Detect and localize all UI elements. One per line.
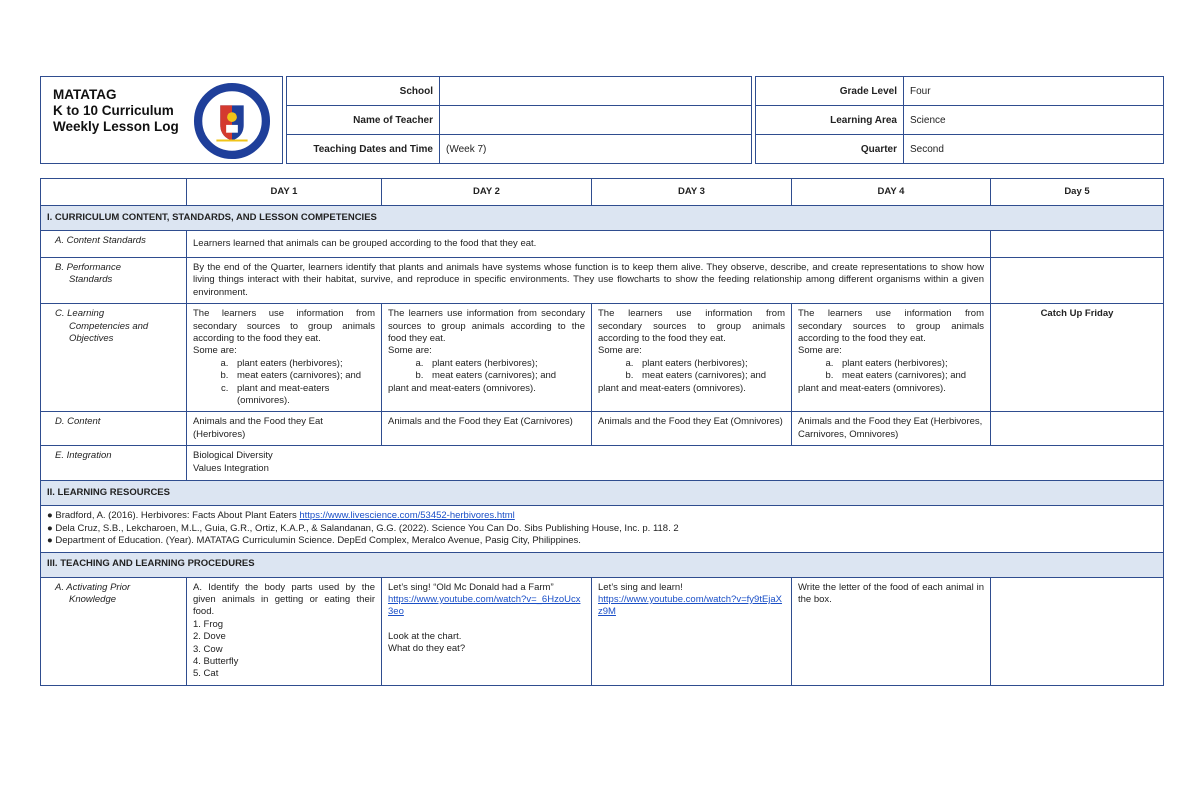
competency-some-are: Some are: [193,345,237,357]
resources-cell [41,506,1164,552]
row-label-competencies [41,304,187,412]
dates-value: (Week 7) [440,135,752,164]
header-title [53,87,179,135]
list-item: b. meat eaters (carnivores); and [836,370,984,382]
label-line: Objectives [69,333,114,345]
competency-intro: The learners use information from secondary sources to group animals according to the food they eat. [798,308,984,345]
section-procedures: III. TEACHING AND LEARNING PROCEDURES [41,552,1164,577]
competency-some-are: Some are: [388,345,432,357]
content-standards-text: Learners learned that animals can be grouped according to the food that they eat. [187,231,991,258]
activating-text: Let’s sing and learn! [598,581,683,593]
content-day-4: Animals and the Food they Eat (Herbivores, Carnivores, Omnivores) [792,412,991,446]
day-4-header: DAY 4 [792,179,991,206]
table-row [41,304,1164,412]
resource-1 [47,510,1157,522]
table-row [41,258,1164,304]
competency-day-2 [382,304,592,412]
spacer [388,619,585,631]
quarter-value: Second [904,135,1164,164]
list-item: 4. Butterfly [193,655,239,667]
competency-intro: The learners use information from secondary sources to group animals according to the food they eat. [193,308,375,345]
section-row [41,206,1164,231]
school-label: School [287,77,440,106]
activating-text: Write the letter of the food of each animal in the box. [798,581,984,605]
integration-line: Values Integration [193,462,269,474]
section-row [41,552,1164,577]
table-row [41,412,1164,446]
activating-text: Look at the chart. [388,630,462,642]
empty-cell [991,412,1164,446]
content-day-3: Animals and the Food they Eat (Omnivores) [592,412,792,446]
label-line: Standards [69,274,113,286]
title-line-1: MATATAG [53,87,117,102]
resource-2: ● Dela Cruz, S.B., Lekcharoen, M.L., Guia, G.R., Ortiz, K.A.P., & Salandanan, G.G. (2022). Science You Can Do. Sibs Publishing House, Inc. p. 118. 2 [47,522,679,534]
deped-seal-icon [193,82,271,160]
activating-day-3 [592,577,792,685]
competency-some-are: Some are: [598,345,642,357]
activating-text: What do they eat? [388,643,466,655]
competency-list [798,358,984,383]
label-line: Competencies and [69,320,149,332]
learning-area-label: Learning Area [756,106,904,135]
list-item: a. plant eaters (herbivores); [836,358,984,370]
day-1-header: DAY 1 [187,179,382,206]
list-item: b. meat eaters (carnivores); and [231,370,375,382]
learning-area-value: Science [904,106,1164,135]
competency-intro: The learners use information from secondary sources to group animals according to the food they eat. [388,308,585,345]
list-item: b. meat eaters (carnivores); and [426,370,585,382]
competency-day-1 [187,304,382,412]
row-label-activating [41,577,187,685]
section-row [41,481,1164,506]
dates-label: Teaching Dates and Time [287,135,440,164]
activating-day-2 [382,577,592,685]
performance-standards-text: By the end of the Quarter, learners identify that plants and animals have systems whose function is to keep them alive. They observe, describe, and create representations to show how living things interact with their habitat, survive, and reproduce in specific environments. They use flowcharts to show the feeding relationship among different organisms within a given environment. [187,258,991,304]
lesson-table [40,178,1164,686]
list-item: a. plant eaters (herbivores); [636,358,785,370]
day-header-row [41,179,1164,206]
label-line: A. Activating Prior [55,581,131,593]
competency-item-c: plant and meat-eaters (omnivores). [388,382,536,394]
table-row [41,577,1164,685]
label-line: Knowledge [69,593,117,605]
activating-day-4 [792,577,991,685]
title-line-2: K to 10 Curriculum [53,103,174,118]
label-line: C. Learning [55,308,105,320]
activating-text: Let’s sing! “Old Mc Donald had a Farm” [388,581,554,593]
list-item: a. plant eaters (herbivores); [231,358,375,370]
row-label-content-standards: A. Content Standards [41,231,187,258]
teacher-value [440,106,752,135]
competency-item-c: plant and meat-eaters (omnivores). [598,382,746,394]
competency-day-4 [792,304,991,412]
competency-list [598,358,785,383]
label-line: B. Performance [55,262,121,273]
day-2-header: DAY 2 [382,179,592,206]
row-label-content: D. Content [41,412,187,446]
resource-1-text: ● Bradford, A. (2016). Herbivores: Facts About Plant Eaters [47,510,300,522]
info-table [286,76,1164,164]
grade-level-value: Four [904,77,1164,106]
empty-cell [991,258,1164,304]
content-day-1: Animals and the Food they Eat (Herbivores) [187,412,382,446]
competency-list [193,358,375,408]
section-curriculum: I. CURRICULUM CONTENT, STANDARDS, AND LESSON COMPETENCIES [41,206,1164,231]
quarter-label: Quarter [756,135,904,164]
list-item: a. plant eaters (herbivores); [426,358,585,370]
competency-item-c: plant and meat-eaters (omnivores). [798,382,946,394]
resource-3: ● Department of Education. (Year). MATATAG Curriculumin Science. DepEd Complex, Meralco Avenue, Pasig City, Philippines. [47,535,581,547]
day-3-header: DAY 3 [592,179,792,206]
catch-up-friday: Catch Up Friday [991,304,1164,412]
list-item: 3. Cow [193,643,223,655]
list-item: b. meat eaters (carnivores); and [636,370,785,382]
competency-some-are: Some are: [798,345,842,357]
list-item: 1. Frog [193,618,224,630]
table-row [41,446,1164,481]
resource-1-link[interactable]: https://www.livescience.com/53452-herbivores.html [299,510,515,522]
table-row [41,231,1164,258]
activating-intro: A. Identify the body parts used by the given animals in getting or eating their food. [193,581,375,618]
list-item: 5. Cat [193,668,219,680]
corner-cell [41,179,187,206]
empty-cell [991,577,1164,685]
empty-cell [991,231,1164,258]
grade-level-label: Grade Level [756,77,904,106]
row-label-performance-standards [41,258,187,304]
school-value [440,77,752,106]
list-item: 2. Dove [193,631,226,643]
section-resources: II. LEARNING RESOURCES [41,481,1164,506]
youtube-link[interactable]: https://www.youtube.com/watch?v=fy9tEjaXz9M [598,593,783,618]
day-5-header: Day 5 [991,179,1164,206]
competency-intro: The learners use information from secondary sources to group animals according to the food they eat. [598,308,785,345]
row-label-integration: E. Integration [41,446,187,481]
table-row [41,506,1164,552]
title-line-3: Weekly Lesson Log [53,119,179,134]
integration-line: Biological Diversity [193,450,273,462]
activating-day-1 [187,577,382,685]
list-item: c. plant and meat-eaters (omnivores). [231,383,375,408]
youtube-link[interactable]: https://www.youtube.com/watch?v=_6HzoUcx3eo [388,593,581,618]
content-day-2: Animals and the Food they Eat (Carnivores) [382,412,592,446]
header-title-box [40,76,283,164]
competency-day-3 [592,304,792,412]
competency-list [388,358,585,383]
integration-cell [187,446,1164,481]
teacher-label: Name of Teacher [287,106,440,135]
